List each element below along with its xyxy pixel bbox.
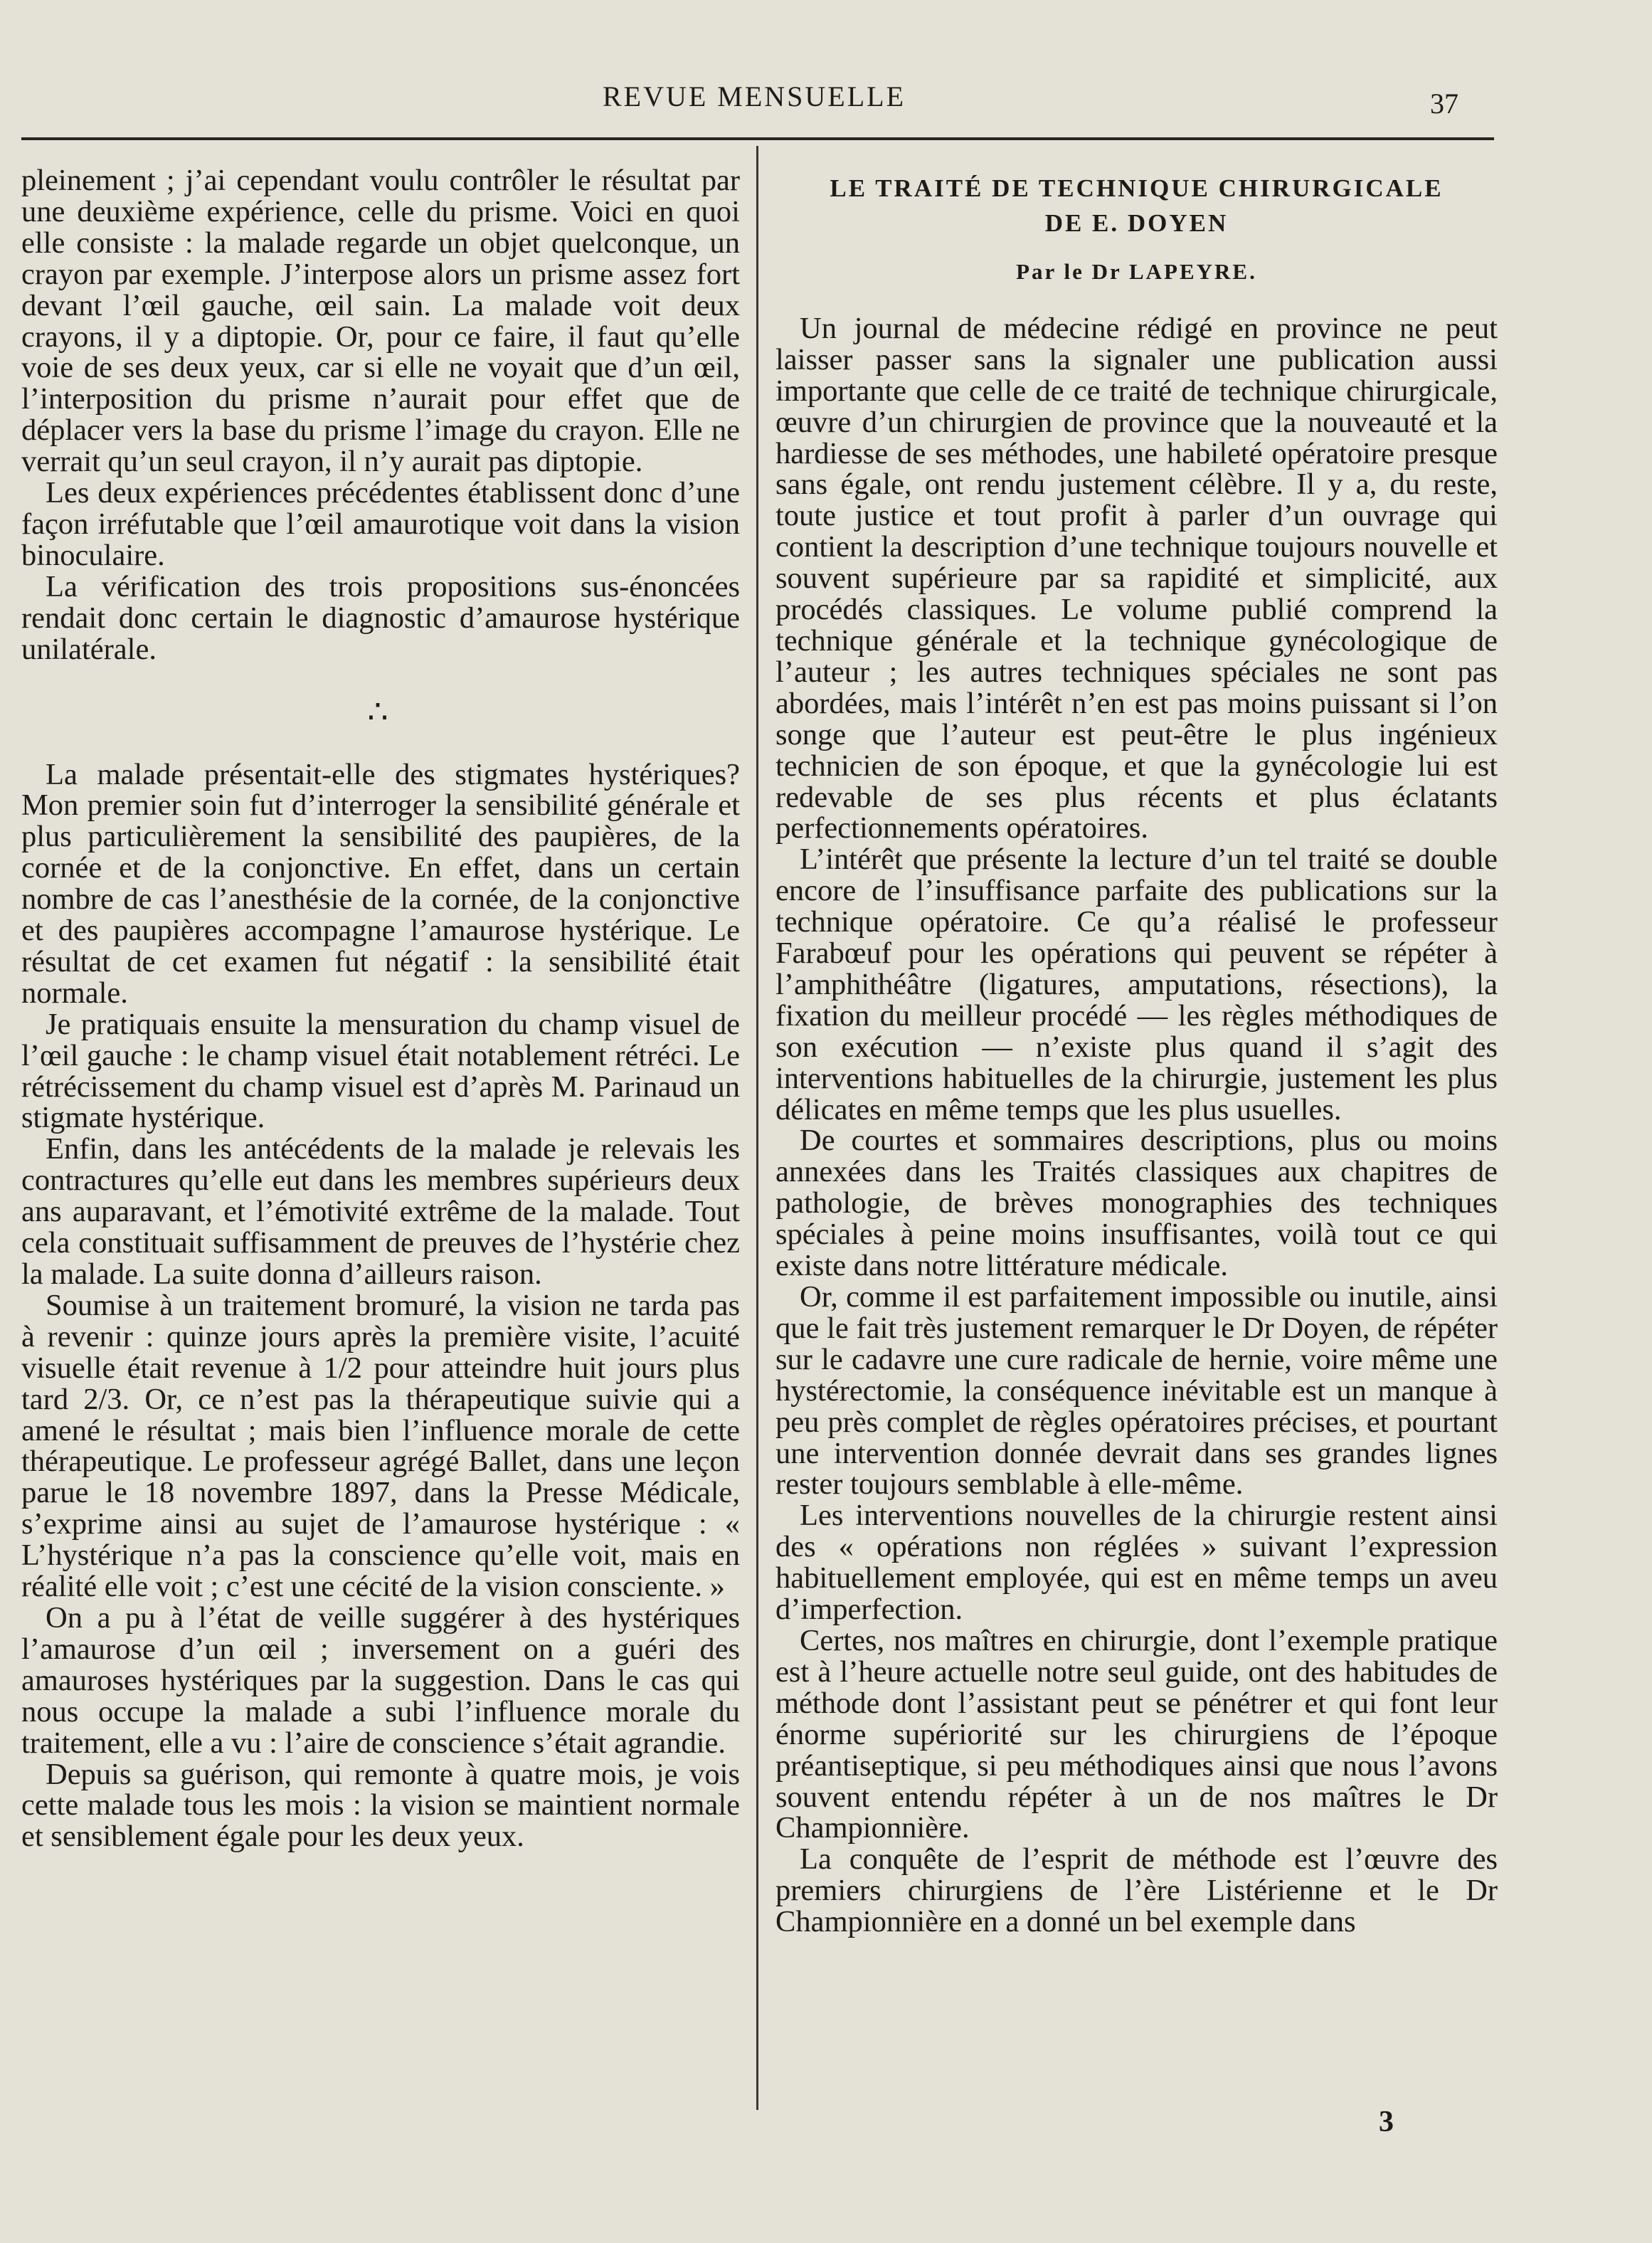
paragraph: La conquête de l’esprit de méthode est l’œuvre des premiers chirurgiens de l’ère Listérienne et le Dr Championnière en a donné un bel exemple dans xyxy=(775,1842,1498,1939)
paragraph: Un journal de médecine rédigé en province ne peut laisser passer sans la signaler une publication aussi importante que celle de ce traité de technique chirurgicale, œuvre d’un chirurgien de province que la nouveauté et la hardiesse de ses méthodes, une habileté opératoire presque sans égale, ont rendu justement célèbre. Il y a, du reste, toute justice et tout profit à parler d’un ouvrage qui contient la description d’une technique toujours nouvelle et souvent supérieure par sa rapidité et simplicité, aux procédés classiques. Le volume publié comprend la technique générale et la technique gynécologique de l’auteur ; les autres techniques spéciales ne sont pas abordées, mais l’intérêt n’en est pas moins puissant si l’on songe que l’auteur est peut-être le plus ingénieux technicien de son époque, et que la gynécologie lui est redevable de ses plus récents et plus éclatants perfectionnements opératoires. xyxy=(775,311,1498,845)
article-title: LE TRAITÉ DE TECHNIQUE CHIRURGICALE xyxy=(830,174,1444,202)
column-divider xyxy=(756,146,758,2110)
paragraph: La malade présentait-elle des stigmates hystériques? Mon premier soin fut d’interroger la sensibilité générale et plus particulièrement la sensibilité des paupières, de la cornée et de la conjonctive. En effet, dans un certain nombre de cas l’anesthésie de la cornée, de la conjonctive et des paupières accompagne l’amaurose hystérique. Le résultat de cet examen fut négatif : la sensibilité était normale. xyxy=(21,757,740,1010)
paragraph: La vérification des trois propositions sus-énoncées rendait donc certain le diagnostic d’amaurose hystérique unilatérale. xyxy=(21,569,740,666)
paragraph: Depuis sa guérison, qui remonte à quatre mois, je vois cette malade tous les mois : la vision se maintient normale et sensiblement égale pour les deux yeux. xyxy=(21,1757,740,1854)
paragraph: Enfin, dans les antécédents de la malade je relevais les contractures qu’elle eut dans les membres supérieurs deux ans auparavant, et l’émotivité extrême de la malade. Tout cela constituait suffisamment de preuves de l’hystérie chez la malade. La suite donna d’ailleurs raison. xyxy=(21,1132,740,1291)
article-title-line2: DE E. DOYEN xyxy=(1044,209,1229,237)
author-byline: Par le Dr LAPEYRE. xyxy=(1016,259,1257,284)
left-column xyxy=(21,165,740,1852)
paragraph: Les deux expériences précédentes établissent donc d’une façon irréfutable que l’œil amaurotique voit dans la vision binoculaire. xyxy=(21,476,740,572)
paragraph: Je pratiquais ensuite la mensuration du champ visuel de l’œil gauche : le champ visuel était notablement rétréci. Le rétrécissement du champ visuel est d’après M. Parinaud un stigmate hystérique. xyxy=(21,1007,740,1135)
signature-mark: 3 xyxy=(1379,2106,1394,2138)
paragraph: pleinement ; j’ai cependant voulu contrôler le résultat par une deuxième expérience, celle du prisme. Voici en quoi elle consiste : la malade regarde un objet quelconque, un crayon par exemple. J’interpose alors un prisme assez fort devant l’œil gauche, œil sain. La malade voit deux crayons, il y a diptopie. Or, pour ce faire, il faut qu’elle voie de ses deux yeux, car si elle ne voyait que d’un œil, l’interposition du prisme n’aurait pour effet que de déplacer vers la base du prisme l’image du crayon. Elle ne verrait qu’un seul crayon, il n’y aurait pas diptopie. xyxy=(21,164,740,479)
paragraph: L’intérêt que présente la lecture d’un tel traité se double encore de l’insuffisance parfaite des publications sur la technique opératoire. Ce qu’a réalisé le professeur Farabœuf pour les opérations qui peuvent se répéter à l’amphithéâtre (ligatures, amputations, résections), la fixation du meilleur procédé — les règles méthodiques de son exécution — n’existe plus quand il s’agit des interventions habituelles de la chirurgie, justement les plus délicates en même temps que les plus usuelles. xyxy=(775,843,1498,1126)
page-number: 37 xyxy=(1430,88,1458,120)
section-separator: ∴ xyxy=(367,693,394,730)
paragraph: Or, comme il est parfaitement impossible ou inutile, ainsi que le fait très justement remarquer le Dr Doyen, de répéter sur le cadavre une cure radicale de hernie, voire même une hystérectomie, la conséquence inévitable est un manque à peu près complet de règles opératoires précises, et pourtant une intervention donnée devrait dans ses grandes lignes rester toujours semblable à elle-même. xyxy=(775,1280,1498,1502)
paragraph: On a pu à l’état de veille suggérer à des hystériques l’amaurose d’un œil ; inversement on a guéri des amauroses hystériques par la suggestion. Dans le cas qui nous occupe la malade a subi l’influence morale du traitement, elle a vu : l’aire de conscience s’était agrandie. xyxy=(21,1600,740,1760)
paragraph: Soumise à un traitement bromuré, la vision ne tarda pas à revenir : quinze jours après la première visite, l’acuité visuelle était revenue à 1/2 pour atteindre huit jours plus tard 2/3. Or, ce n’est pas la thérapeutique suivie qui a amené le résultat ; mais bien l’influence morale de cette thérapeutique. Le professeur agrégé Ballet, dans une leçon parue le 18 novembre 1897, dans la Presse Médicale, s’exprime ainsi au sujet de l’amaurose hystérique : « L’hystérique n’a pas la conscience qu’elle voit, mais en réalité elle voit ; c’est une cécité de la vision consciente. » xyxy=(21,1288,740,1604)
paragraph: Les interventions nouvelles de la chirurgie restent ainsi des « opérations non réglées » suivant l’expression habituellement employée, qui est en même temps un aveu d’imperfection. xyxy=(775,1499,1498,1627)
paragraph: Certes, nos maîtres en chirurgie, dont l’exemple pratique est à l’heure actuelle notre seul guide, ont des habitudes de méthode dont l’assistant peut se pénétrer et qui font leur énorme supériorité sur les chirurgiens de l’époque préantiseptique, si peu méthodiques ainsi que nous l’avons souvent entendu répéter à un de nos maîtres le Dr Championnière. xyxy=(775,1623,1498,1845)
running-title: REVUE MENSUELLE xyxy=(602,80,906,112)
right-column xyxy=(775,171,1498,1938)
header-rule xyxy=(21,137,1494,140)
paragraph: De courtes et sommaires descriptions, plus ou moins annexées dans les Traités classiques aux chapitres de pathologie, de brèves monographies des techniques spéciales à peine moins insuffisantes, voilà tout ce qui existe dans notre littérature médicale. xyxy=(775,1124,1498,1283)
